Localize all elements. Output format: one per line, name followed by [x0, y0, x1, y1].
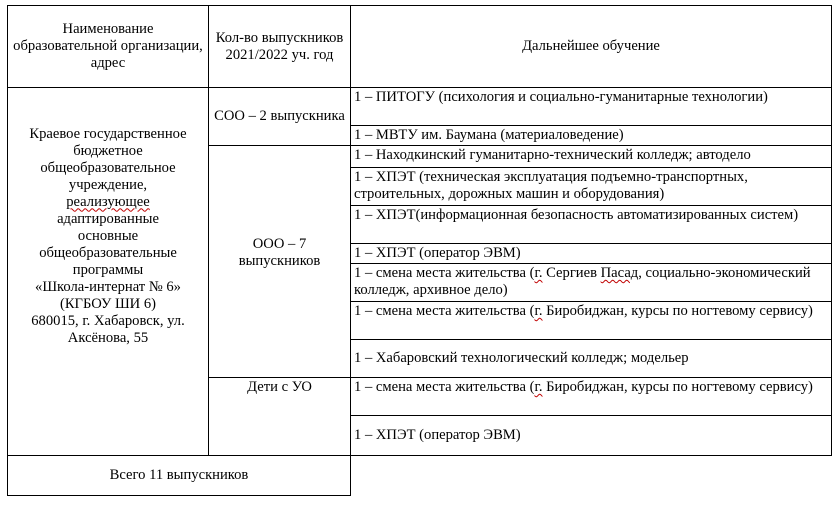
organization-cell	[8, 88, 209, 456]
group-uo: Дети с УО	[209, 378, 351, 456]
org-line: адаптированные	[57, 210, 159, 227]
row-text: 1 – Хабаровский технологический колледж; модельер	[351, 340, 832, 378]
row-text-part: Биробиджан, курсы по ногтевому сервису)	[542, 303, 813, 319]
org-line: Краевое государственное	[29, 125, 187, 142]
total-row	[8, 456, 832, 496]
row-text: 1 – ПИТОГУ (психология и социально-гуманитарные технологии)	[351, 88, 832, 126]
row-text	[351, 264, 832, 302]
graduates-table	[7, 5, 832, 496]
header-org: Наименование образовательной организации, адрес	[8, 6, 209, 88]
row-text: 1 – ХПЭТ(информационная безопасность автоматизированных систем)	[351, 206, 832, 244]
row-text: 1 – ХПЭТ (техническая эксплуатация подъемно-транспортных, строительных, дорожных машин и оборудования)	[351, 168, 832, 206]
group-ooo: ООО – 7 выпускников	[209, 146, 351, 378]
row-text: 1 – МВТУ им. Баумана (материаловедение)	[351, 126, 832, 146]
row-text-part: Пасад	[600, 265, 639, 281]
org-line: учреждение,	[68, 176, 148, 193]
row-text: 1 – Находкинский гуманитарно-технический колледж; автодело	[351, 146, 832, 168]
row-text-part: Биробиджан, курсы по ногтевому сервису)	[542, 379, 813, 395]
row-text-part: 1 – смена места жительства (	[354, 379, 535, 395]
org-line: (КГБОУ ШИ 6)	[59, 295, 157, 312]
row-text-part: Сергиев	[542, 265, 601, 281]
header-further: Дальнейшее обучение	[351, 6, 832, 88]
org-line: основные	[77, 227, 139, 244]
org-line: реализующее	[66, 193, 150, 210]
org-line: «Школа-интернат № 6»	[35, 278, 181, 295]
row-text-part: г.	[534, 303, 543, 319]
org-line: программы	[72, 261, 144, 278]
row-text	[351, 302, 832, 340]
row-text-part: г.	[534, 379, 543, 395]
row-text-part: 1 – смена места жительства (	[354, 265, 535, 281]
row-text-part: 1 – смена места жительства (	[354, 303, 535, 319]
total-cell: Всего 11 выпускников	[8, 456, 351, 496]
row-text-part: г.	[534, 265, 543, 281]
org-line: 680015, г. Хабаровск, ул.	[31, 312, 185, 329]
org-line: бюджетное	[73, 142, 143, 159]
header-row	[8, 6, 832, 88]
org-line: Аксёнова, 55	[67, 329, 149, 346]
row-text: 1 – ХПЭТ (оператор ЭВМ)	[351, 416, 832, 456]
group-soo: СОО – 2 выпускника	[209, 88, 351, 146]
header-count: Кол-во выпускников 2021/2022 уч. год	[209, 6, 351, 88]
row-text	[351, 378, 832, 416]
org-line: общеобразовательные	[39, 244, 177, 261]
org-line: общеобразовательное	[40, 159, 176, 176]
row-text-part: , социально-экономический колледж, архивное дело)	[354, 265, 811, 298]
table-row	[8, 88, 832, 126]
row-text: 1 – ХПЭТ (оператор ЭВМ)	[351, 244, 832, 264]
